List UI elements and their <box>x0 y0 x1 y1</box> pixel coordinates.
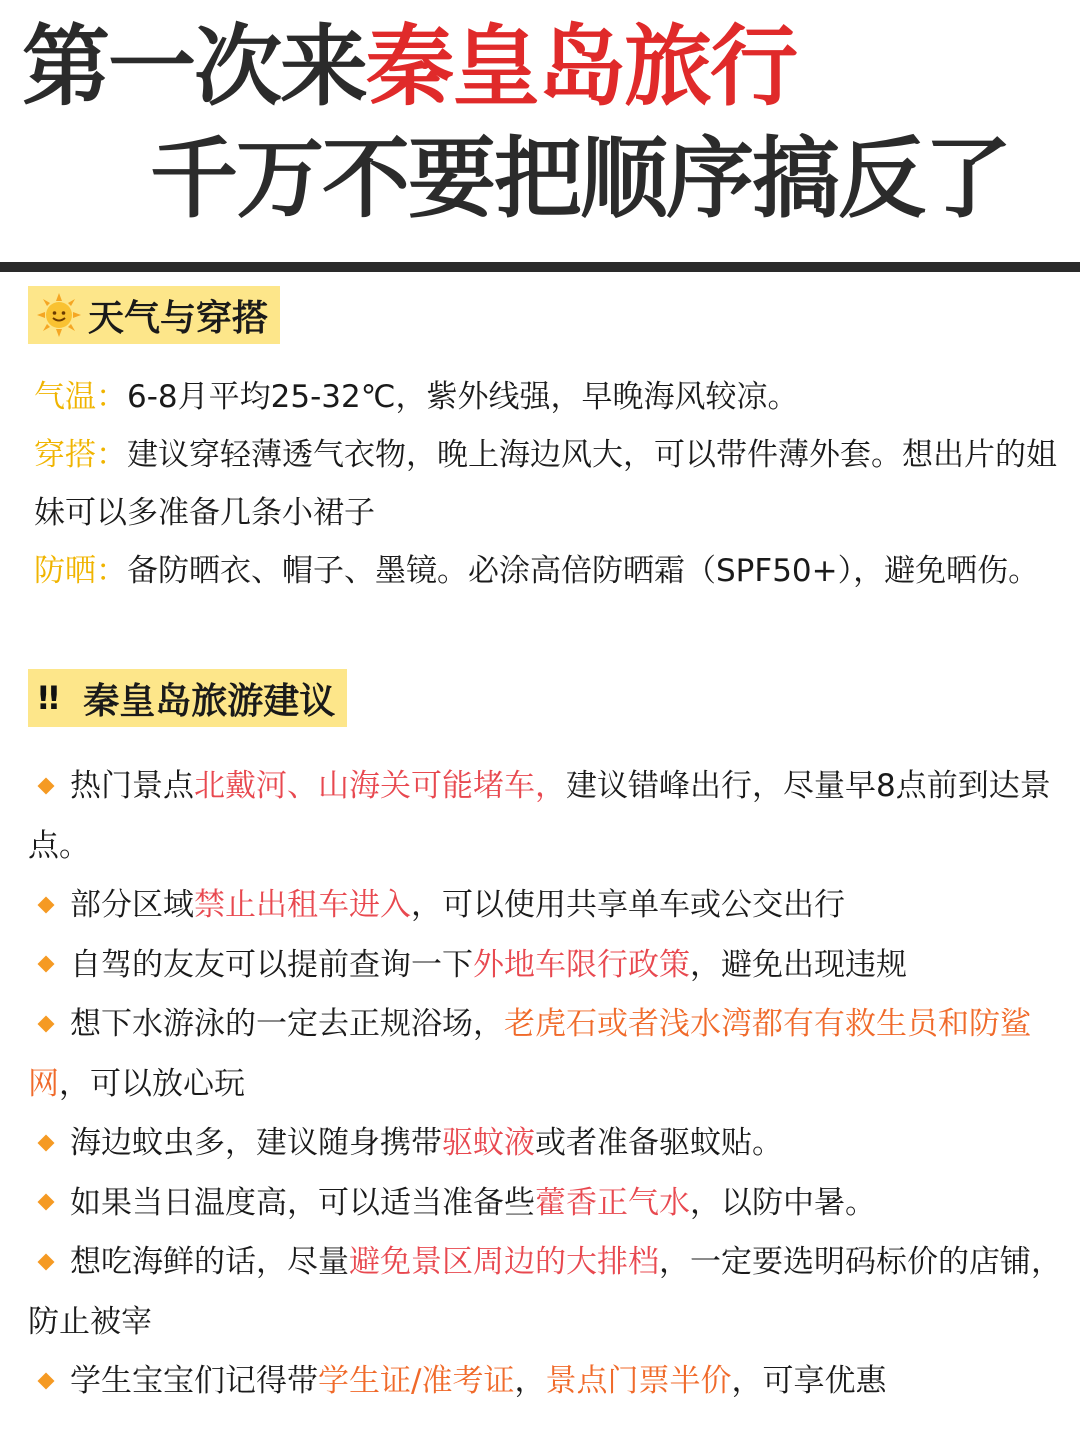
tip-item <box>28 876 1068 936</box>
tip-text: 海边蚊虫多，建议随身携带 <box>70 1125 442 1161</box>
diamond-bullet-icon <box>38 956 55 973</box>
title-line-1 <box>22 16 796 116</box>
tip-text: ， <box>514 1363 546 1399</box>
tip-text: ，以防中暑。 <box>690 1184 876 1221</box>
temperature-label: 气温： <box>34 379 127 415</box>
header-divider <box>0 262 1080 272</box>
tip-highlight: 藿香正气水 <box>535 1184 690 1221</box>
tip-text: 想下水游泳的一定去正规浴场， <box>70 1006 504 1042</box>
tip-text: ，一定要选明码标价的店铺，防止被宰 <box>28 1244 1062 1340</box>
tip-highlight: 避免景区周边的大排档 <box>349 1244 659 1280</box>
tip-item <box>28 936 1068 996</box>
weather-sunscreen <box>34 542 1064 600</box>
tip-highlight: 外地车限行政策 <box>473 946 690 983</box>
tip-item <box>28 995 1068 1114</box>
temperature-text: 6-8月平均25-32℃，紫外线强，早晚海风较凉。 <box>127 379 799 415</box>
diamond-bullet-icon <box>38 1015 55 1032</box>
tip-text: 自驾的友友可以提前查询一下 <box>70 946 473 983</box>
tip-item <box>28 1352 1068 1412</box>
sun-icon <box>36 292 82 338</box>
tip-text: ，避免出现违规 <box>690 946 907 983</box>
outfit-label: 穿搭： <box>34 437 127 473</box>
title-header <box>0 0 1080 262</box>
tip-highlight: 北戴河、山海关可能堵车， <box>194 768 566 804</box>
section-weather-title-text: 天气与穿搭 <box>88 297 269 339</box>
tip-text: ，可享优惠 <box>731 1363 887 1399</box>
title-line-1-black: 第一次来 <box>22 14 367 118</box>
tip-text: 建议错峰出行，尽量早8点前到达景点。 <box>28 768 1051 864</box>
tip-item <box>28 1174 1068 1234</box>
tip-highlight: 景点门票半价 <box>545 1363 732 1399</box>
tip-text: ，可以放心玩 <box>59 1065 245 1102</box>
tip-item <box>28 1233 1068 1352</box>
tip-text: 如果当日温度高，可以适当准备些 <box>70 1184 535 1221</box>
outfit-text: 建议穿轻薄透气衣物，晚上海边风大，可以带件薄外套。想出片的姐妹可以多准备几条小裙子 <box>34 437 1057 531</box>
diamond-bullet-icon <box>38 1134 55 1151</box>
section-tips-title-text: 秦皇岛旅游建议 <box>83 680 336 722</box>
tip-text: 学生宝宝们记得带 <box>70 1363 318 1399</box>
double-exclamation-icon: !! <box>36 679 58 717</box>
tip-text: 或者准备驱蚊贴。 <box>535 1125 783 1161</box>
diamond-bullet-icon <box>38 1253 55 1270</box>
tip-text: ，可以使用共享单车或公交出行 <box>411 887 845 923</box>
weather-temperature <box>34 368 1064 426</box>
tip-text: 想吃海鲜的话，尽量 <box>70 1244 349 1280</box>
tip-highlight: 禁止出租车进入 <box>194 887 411 923</box>
tip-highlight: 学生证/准考证 <box>318 1363 515 1399</box>
tip-highlight: 驱蚊液 <box>442 1125 535 1161</box>
sunscreen-label: 防晒： <box>34 553 127 589</box>
diamond-bullet-icon <box>38 777 55 794</box>
section-tips-title <box>28 669 347 727</box>
title-line-2: 千万不要把顺序搞反了 <box>150 126 1011 230</box>
tip-text: 部分区域 <box>70 887 194 923</box>
diamond-bullet-icon <box>38 896 55 913</box>
section-weather-title <box>28 286 280 344</box>
diamond-bullet-icon <box>38 1372 55 1389</box>
tip-highlight: 老虎石或者浅水湾都有有救生员和防鲨网 <box>28 1006 1031 1102</box>
tip-item <box>28 757 1068 876</box>
tip-text: 热门景点 <box>70 768 194 804</box>
sunscreen-text: 备防晒衣、帽子、墨镜。必涂高倍防晒霜（SPF50+），避免晒伤。 <box>127 553 1040 589</box>
tips-list <box>28 757 1068 1412</box>
diamond-bullet-icon <box>38 1194 55 1211</box>
tip-item <box>28 1114 1068 1174</box>
title-line-1-red: 秦皇岛旅行 <box>366 14 797 118</box>
weather-outfit <box>34 426 1064 542</box>
